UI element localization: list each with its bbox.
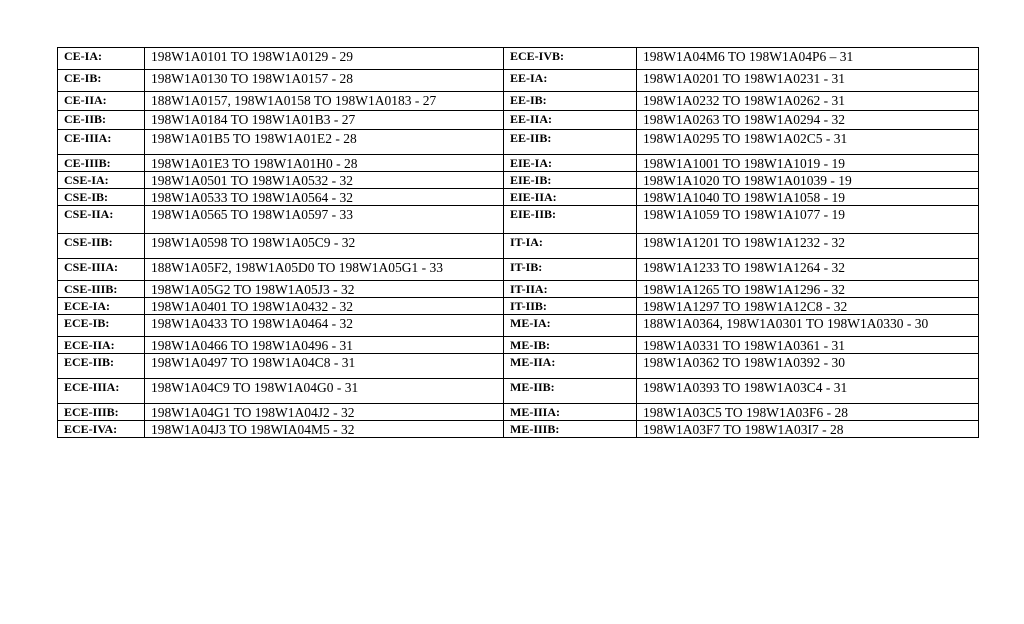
left-range-cell [145, 259, 504, 281]
right-range-cell [637, 189, 979, 206]
left-range-cell [145, 172, 504, 189]
left-range-text: 198W1A0533 TO 198W1A0564 - 32 [151, 190, 353, 205]
left-section-cell [58, 111, 145, 130]
left-range-cell [145, 354, 504, 379]
right-section-text: ME-IB: [510, 338, 550, 352]
left-section-text: ECE-IIIA: [64, 380, 120, 394]
left-range-cell [145, 155, 504, 172]
right-range-cell [637, 111, 979, 130]
right-section-cell [504, 298, 637, 315]
table-row [58, 70, 979, 92]
left-section-cell [58, 172, 145, 189]
right-range-text: 198W1A0331 TO 198W1A0361 - 31 [643, 338, 845, 353]
left-section-cell [58, 404, 145, 421]
left-section-cell [58, 92, 145, 111]
left-range-cell [145, 111, 504, 130]
right-range-cell [637, 315, 979, 337]
right-section-cell [504, 206, 637, 234]
right-range-cell [637, 379, 979, 404]
right-section-text: IT-IB: [510, 260, 543, 274]
right-range-text: 198W1A1001 TO 198W1A1019 - 19 [643, 156, 845, 171]
left-section-cell [58, 281, 145, 298]
right-section-cell [504, 315, 637, 337]
table-row [58, 92, 979, 111]
left-range-text: 198W1A0130 TO 198W1A0157 - 28 [151, 71, 353, 86]
section-roll-table [57, 47, 979, 438]
left-section-text: ECE-IB: [64, 316, 110, 330]
table-row [58, 298, 979, 315]
right-range-text: 198W1A0201 TO 198W1A0231 - 31 [643, 71, 845, 86]
left-range-cell [145, 189, 504, 206]
left-range-text: 198W1A05G2 TO 198W1A05J3 - 32 [151, 282, 355, 297]
right-section-text: EE-IA: [510, 71, 548, 85]
right-range-cell [637, 172, 979, 189]
right-range-text: 198W1A1265 TO 198W1A1296 - 32 [643, 282, 845, 297]
right-range-text: 198W1A1020 TO 198W1A01039 - 19 [643, 173, 852, 188]
left-section-cell [58, 315, 145, 337]
table-row [58, 130, 979, 155]
table-row [58, 315, 979, 337]
table-row [58, 172, 979, 189]
right-section-cell [504, 172, 637, 189]
left-section-cell [58, 354, 145, 379]
left-range-cell [145, 92, 504, 111]
table-row [58, 281, 979, 298]
left-range-cell [145, 404, 504, 421]
right-range-cell [637, 130, 979, 155]
table-row [58, 379, 979, 404]
right-range-text: 198W1A1059 TO 198W1A1077 - 19 [643, 207, 845, 222]
left-range-cell [145, 130, 504, 155]
table-row [58, 48, 979, 70]
right-section-cell [504, 130, 637, 155]
right-section-text: ME-IIIA: [510, 405, 560, 419]
right-section-text: IT-IIB: [510, 299, 547, 313]
right-range-cell [637, 298, 979, 315]
table-row [58, 354, 979, 379]
right-range-cell [637, 421, 979, 438]
right-range-text: 198W1A0393 TO 198W1A03C4 - 31 [643, 380, 848, 395]
left-range-cell [145, 70, 504, 92]
right-section-text: EIE-IA: [510, 156, 553, 170]
right-range-text: 198W1A0263 TO 198W1A0294 - 32 [643, 112, 845, 127]
right-section-cell [504, 337, 637, 354]
left-section-text: CE-IIB: [64, 112, 107, 126]
left-range-text: 198W1A0598 TO 198W1A05C9 - 32 [151, 235, 356, 250]
left-range-text: 198W1A04G1 TO 198W1A04J2 - 32 [151, 405, 355, 420]
right-range-cell [637, 155, 979, 172]
left-range-text: 198W1A0565 TO 198W1A0597 - 33 [151, 207, 353, 222]
left-range-text: 198W1A01E3 TO 198W1A01H0 - 28 [151, 156, 358, 171]
right-range-text: 198W1A1040 TO 198W1A1058 - 19 [643, 190, 845, 205]
right-section-cell [504, 234, 637, 259]
left-section-cell [58, 259, 145, 281]
right-range-text: 198W1A0295 TO 198W1A02C5 - 31 [643, 131, 848, 146]
left-range-text: 198W1A0466 TO 198W1A0496 - 31 [151, 338, 353, 353]
left-range-text: 198W1A04J3 TO 198WIA04M5 - 32 [151, 422, 355, 437]
right-range-cell [637, 404, 979, 421]
right-section-text: ME-IIIB: [510, 422, 560, 436]
left-range-cell [145, 281, 504, 298]
table-row [58, 206, 979, 234]
right-section-text: ECE-IVB: [510, 49, 565, 63]
right-section-text: EE-IIA: [510, 112, 553, 126]
table-body [58, 48, 979, 438]
right-section-cell [504, 155, 637, 172]
table-row [58, 421, 979, 438]
left-section-cell [58, 70, 145, 92]
right-range-cell [637, 259, 979, 281]
left-section-cell [58, 189, 145, 206]
left-range-text: 198W1A0401 TO 198W1A0432 - 32 [151, 299, 353, 314]
left-section-cell [58, 337, 145, 354]
left-section-text: CSE-IIB: [64, 235, 113, 249]
right-range-cell [637, 281, 979, 298]
right-section-text: ME-IIA: [510, 355, 556, 369]
left-section-cell [58, 206, 145, 234]
right-section-cell [504, 259, 637, 281]
left-section-cell [58, 379, 145, 404]
left-section-text: CSE-IB: [64, 190, 109, 204]
right-section-text: EIE-IIB: [510, 207, 557, 221]
left-section-cell [58, 421, 145, 438]
left-section-text: ECE-IIB: [64, 355, 115, 369]
left-range-text: 198W1A04C9 TO 198W1A04G0 - 31 [151, 380, 359, 395]
left-range-cell [145, 337, 504, 354]
left-section-text: ECE-IVA: [64, 422, 118, 436]
left-range-text: 198W1A0501 TO 198W1A0532 - 32 [151, 173, 353, 188]
right-range-cell [637, 92, 979, 111]
right-range-text: 198W1A1233 TO 198W1A1264 - 32 [643, 260, 845, 275]
table-row [58, 404, 979, 421]
right-section-cell [504, 111, 637, 130]
right-section-cell [504, 48, 637, 70]
left-section-text: CSE-IIIB: [64, 282, 118, 296]
table-row [58, 337, 979, 354]
left-section-text: CE-IIA: [64, 93, 107, 107]
left-section-text: ECE-IA: [64, 299, 111, 313]
right-section-text: IT-IIA: [510, 282, 548, 296]
right-range-text: 198W1A0232 TO 198W1A0262 - 31 [643, 93, 845, 108]
left-section-cell [58, 234, 145, 259]
right-section-text: EE-IIB: [510, 131, 552, 145]
left-section-cell [58, 130, 145, 155]
left-range-cell [145, 206, 504, 234]
left-range-cell [145, 421, 504, 438]
table-row [58, 155, 979, 172]
left-range-text: 198W1A0433 TO 198W1A0464 - 32 [151, 316, 353, 331]
left-range-text: 198W1A0101 TO 198W1A0129 - 29 [151, 49, 353, 64]
table-row [58, 259, 979, 281]
left-section-text: CE-IIIA: [64, 131, 112, 145]
left-section-cell [58, 155, 145, 172]
right-range-cell [637, 48, 979, 70]
right-range-cell [637, 337, 979, 354]
right-section-cell [504, 421, 637, 438]
left-section-text: CSE-IIA: [64, 207, 114, 221]
right-range-text: 198W1A04M6 TO 198W1A04P6 – 31 [643, 49, 854, 64]
table-row [58, 111, 979, 130]
right-section-text: EE-IB: [510, 93, 547, 107]
right-section-cell [504, 281, 637, 298]
left-section-text: CE-IIIB: [64, 156, 111, 170]
right-range-text: 198W1A0362 TO 198W1A0392 - 30 [643, 355, 845, 370]
left-section-cell [58, 48, 145, 70]
table-row [58, 234, 979, 259]
right-range-cell [637, 234, 979, 259]
right-range-text: 198W1A1297 TO 198W1A12C8 - 32 [643, 299, 848, 314]
right-section-cell [504, 354, 637, 379]
right-range-text: 188W1A0364, 198W1A0301 TO 198W1A0330 - 30 [643, 316, 929, 331]
left-range-cell [145, 298, 504, 315]
document-page [57, 47, 978, 438]
right-section-cell [504, 404, 637, 421]
left-section-text: CE-IA: [64, 49, 102, 63]
right-section-text: EIE-IB: [510, 173, 552, 187]
left-range-text: 198W1A0184 TO 198W1A01B3 - 27 [151, 112, 356, 127]
right-section-cell [504, 70, 637, 92]
right-section-text: EIE-IIA: [510, 190, 557, 204]
right-section-text: IT-IA: [510, 235, 543, 249]
right-section-cell [504, 189, 637, 206]
right-range-cell [637, 206, 979, 234]
right-section-text: ME-IA: [510, 316, 551, 330]
left-range-cell [145, 234, 504, 259]
right-section-text: ME-IIB: [510, 380, 555, 394]
left-range-text: 188W1A0157, 198W1A0158 TO 198W1A0183 - 27 [151, 93, 437, 108]
left-section-text: ECE-IIIB: [64, 405, 119, 419]
left-section-cell [58, 298, 145, 315]
left-range-cell [145, 315, 504, 337]
left-section-text: CE-IB: [64, 71, 102, 85]
left-range-cell [145, 379, 504, 404]
left-section-text: CSE-IIIA: [64, 260, 119, 274]
right-range-text: 198W1A03C5 TO 198W1A03F6 - 28 [643, 405, 848, 420]
left-range-text: 188W1A05F2, 198W1A05D0 TO 198W1A05G1 - 33 [151, 260, 443, 275]
left-range-text: 198W1A0497 TO 198W1A04C8 - 31 [151, 355, 356, 370]
right-range-cell [637, 354, 979, 379]
right-range-cell [637, 70, 979, 92]
table-row [58, 189, 979, 206]
right-range-text: 198W1A03F7 TO 198W1A03I7 - 28 [643, 422, 844, 437]
right-range-text: 198W1A1201 TO 198W1A1232 - 32 [643, 235, 845, 250]
left-section-text: ECE-IIA: [64, 338, 115, 352]
left-section-text: CSE-IA: [64, 173, 109, 187]
left-range-text: 198W1A01B5 TO 198W1A01E2 - 28 [151, 131, 357, 146]
left-range-cell [145, 48, 504, 70]
right-section-cell [504, 92, 637, 111]
right-section-cell [504, 379, 637, 404]
